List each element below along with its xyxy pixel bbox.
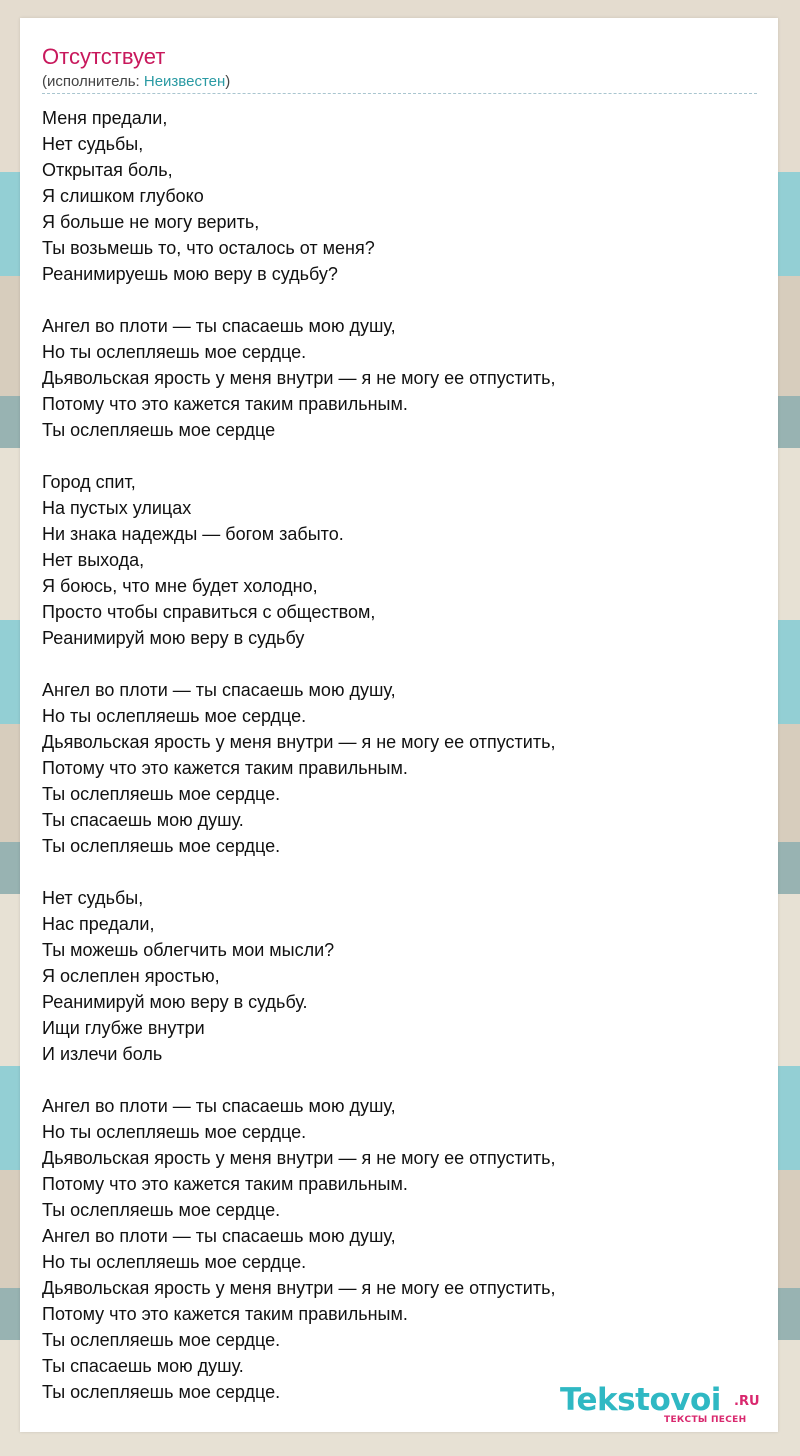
lyric-line: Ангел во плоти — ты спасаешь мою душу,	[42, 680, 396, 700]
performer-line	[42, 72, 757, 94]
lyric-line: Дьявольская ярость у меня внутри — я не могу ее отпустить,	[42, 1148, 556, 1168]
lyrics-stanza	[42, 313, 757, 443]
lyric-line: Ты ослепляешь мое сердце.	[42, 784, 281, 804]
lyrics-stanza	[42, 469, 757, 651]
lyric-line: Ты спасаешь мою душу.	[42, 810, 244, 830]
logo-tagline: ТЕКСТЫ ПЕСЕН	[664, 1415, 747, 1425]
lyric-line: Нет судьбы,	[42, 134, 144, 154]
logo-wordmark: Tekstovoi	[560, 1382, 721, 1418]
lyric-line: Просто чтобы справиться с обществом,	[42, 602, 376, 622]
lyric-line: Дьявольская ярость у меня внутри — я не могу ее отпустить,	[42, 732, 556, 752]
lyric-line: Потому что это кажется таким правильным.	[42, 1174, 408, 1194]
lyric-line: Я ослеплен яростью,	[42, 966, 220, 986]
lyric-line: Ты можешь облегчить мои мысли?	[42, 940, 335, 960]
lyric-line: Реанимируй мою веру в судьбу	[42, 628, 305, 648]
lyric-line: Потому что это кажется таким правильным.	[42, 758, 408, 778]
lyric-line: Ты ослепляешь мое сердце.	[42, 1200, 281, 1220]
lyric-line: Я слишком глубоко	[42, 186, 204, 206]
lyric-line: Потому что это кажется таким правильным.	[42, 394, 408, 414]
lyric-line: Ты возьмешь то, что осталось от меня?	[42, 238, 375, 258]
lyric-line: Потому что это кажется таким правильным.	[42, 1304, 408, 1324]
lyric-line: Ищи глубже внутри	[42, 1018, 205, 1038]
lyrics-stanza	[42, 885, 757, 1067]
lyric-line: Нет выхода,	[42, 550, 145, 570]
lyric-line: Дьявольская ярость у меня внутри — я не могу ее отпустить,	[42, 1278, 556, 1298]
performer-prefix: (исполнитель:	[42, 73, 144, 90]
lyric-line: Ты ослепляешь мое сердце.	[42, 1330, 281, 1350]
lyric-line: Ни знака надежды — богом забыто.	[42, 524, 344, 544]
lyric-line: Ангел во плоти — ты спасаешь мою душу,	[42, 316, 396, 336]
lyrics-card	[20, 18, 778, 1432]
song-title: Отсутствует	[42, 44, 166, 69]
lyric-line: Но ты ослепляешь мое сердце.	[42, 706, 307, 726]
lyric-line: На пустых улицах	[42, 498, 192, 518]
lyric-line: Меня предали,	[42, 108, 168, 128]
lyric-line: Нас предали,	[42, 914, 155, 934]
lyric-line: Ты ослепляешь мое сердце.	[42, 836, 281, 856]
lyrics-stanza	[42, 677, 757, 859]
lyric-line: Я больше не могу верить,	[42, 212, 260, 232]
lyric-line: Но ты ослепляешь мое сердце.	[42, 342, 307, 362]
lyrics-body	[42, 105, 757, 1431]
lyric-line: Ангел во плоти — ты спасаешь мою душу,	[42, 1226, 396, 1246]
lyric-line: Реанимируешь мою веру в судьбу?	[42, 264, 338, 284]
site-logo[interactable]	[560, 1382, 770, 1430]
lyric-line: Но ты ослепляешь мое сердце.	[42, 1252, 307, 1272]
performer-link[interactable]: Неизвестен	[143, 73, 226, 90]
lyric-line: Открытая боль,	[42, 160, 173, 180]
lyric-line: Ты спасаешь мою душу.	[42, 1356, 244, 1376]
lyric-line: Ты ослепляешь мое сердце	[42, 420, 276, 440]
lyric-line: Нет судьбы,	[42, 888, 144, 908]
lyric-line: Дьявольская ярость у меня внутри — я не могу ее отпустить,	[42, 368, 556, 388]
lyric-line: Город спит,	[42, 472, 136, 492]
logo-domain: .RU	[734, 1394, 760, 1409]
lyric-line: И излечи боль	[42, 1044, 163, 1064]
performer-suffix: )	[225, 73, 231, 90]
lyric-line: Реанимируй мою веру в судьбу.	[42, 992, 308, 1012]
lyric-line: Я боюсь, что мне будет холодно,	[42, 576, 318, 596]
lyrics-stanza	[42, 105, 757, 287]
lyric-line: Ангел во плоти — ты спасаешь мою душу,	[42, 1096, 396, 1116]
lyrics-stanza	[42, 1093, 757, 1405]
lyric-line: Ты ослепляешь мое сердце.	[42, 1382, 281, 1402]
lyric-line: Но ты ослепляешь мое сердце.	[42, 1122, 307, 1142]
